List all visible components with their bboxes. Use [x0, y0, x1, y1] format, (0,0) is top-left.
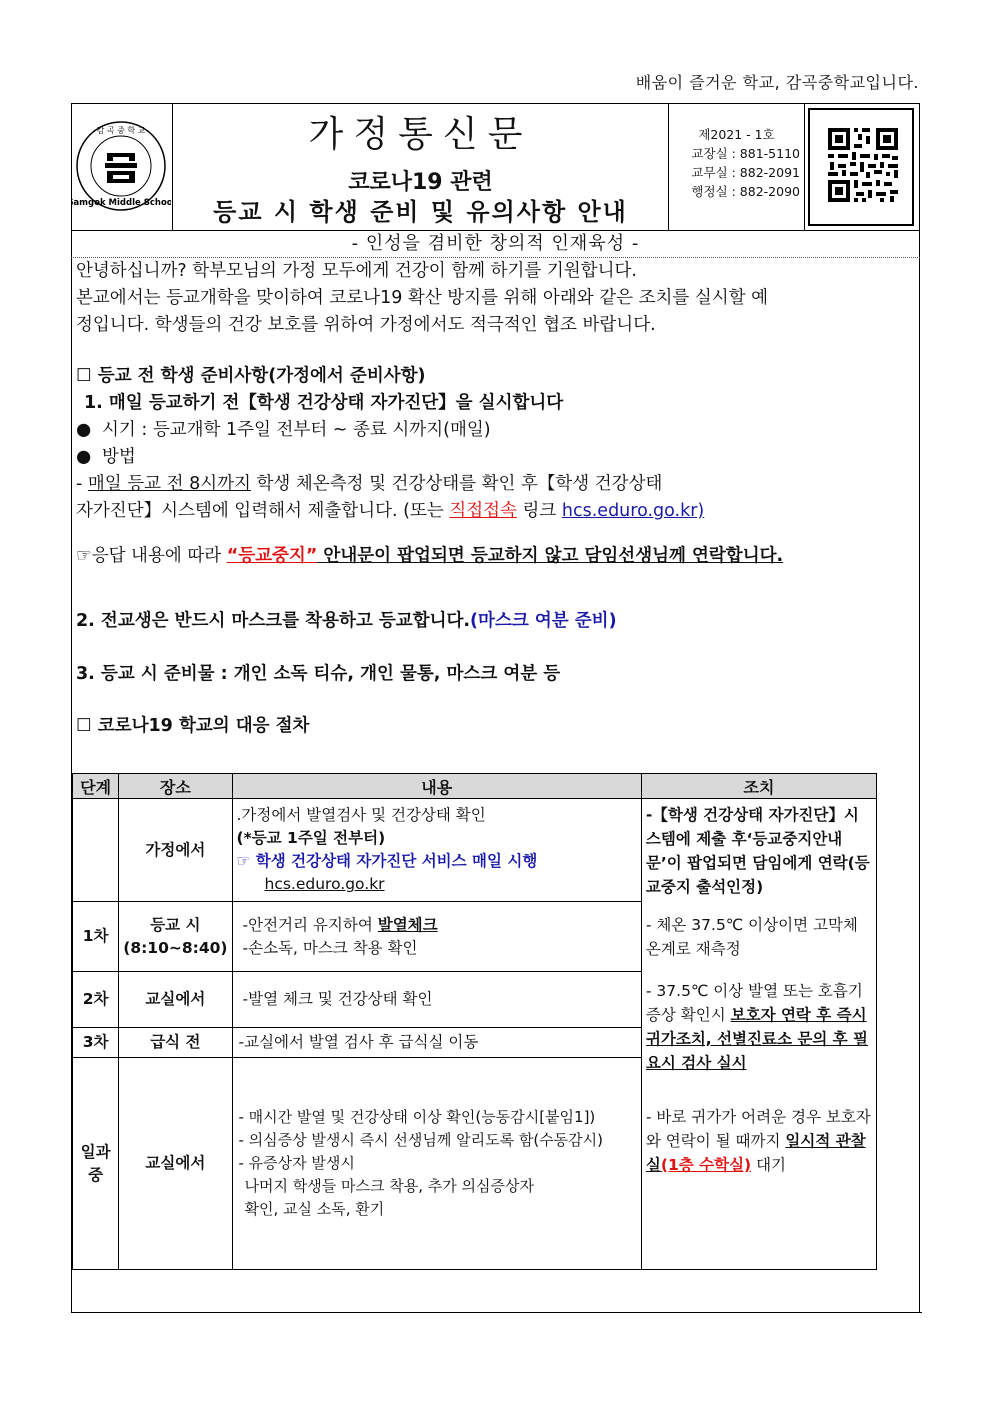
contact-academic: 교무실 : 882-2091 — [691, 165, 800, 180]
content-text: -안전거리 유지하여 — [242, 915, 378, 934]
stage-cell: 1차 — [73, 902, 119, 972]
action-2: - 체온 37.5℃ 이상이면 고막체온계로 재측정 — [645, 916, 858, 958]
section1-item2 — [76, 608, 916, 635]
content-cell — [232, 799, 641, 902]
frame-bottom-line — [71, 1312, 922, 1313]
stage-cell: 3차 — [73, 1028, 119, 1058]
place-cell: 가정에서 — [119, 799, 232, 902]
item2-text: 2. 전교생은 반드시 마스크를 착용하고 등교합니다. — [76, 611, 471, 631]
newsletter-subtitle-1: 코로나19 관련 — [348, 170, 493, 195]
content-line: .가정에서 발열검사 및 건강상태 확인 — [236, 806, 486, 824]
section1-bullet-timing: ● 시기 : 등교개학 1주일 전부터 ~ 종료 시까지(매일) — [76, 420, 491, 440]
section1-bullet-method: ● 방법 — [76, 447, 136, 467]
qr-code-icon[interactable] — [805, 103, 920, 231]
header-place: 장소 — [119, 774, 232, 799]
action-cell — [641, 799, 876, 1270]
newsletter-subtitle-2: 등교 시 학생 준비 및 유의사항 안내 — [213, 198, 628, 226]
content-line: -손소독, 마스크 착용 확인 — [242, 938, 418, 957]
logo-cell — [71, 103, 173, 231]
content-cell: -발열 체크 및 건강상태 확인 — [232, 972, 641, 1028]
action-4-suffix: 대기 — [751, 1156, 787, 1174]
newsletter-title: 가정통신문 — [308, 114, 533, 155]
content-line: - 유증상자 발생시 — [238, 1154, 355, 1172]
content-cell — [232, 902, 641, 972]
action-4 — [646, 1105, 872, 1177]
suspension-notice — [76, 543, 916, 570]
school-motto-top: 배움이 즐거운 학교, 감곡중학교입니다. — [635, 73, 919, 92]
header-action: 조치 — [641, 774, 876, 799]
content-line: - 매시간 발열 및 건강상태 이상 확인(능동감시[붙임1]) — [238, 1108, 596, 1126]
place-cell: 교실에서 — [119, 972, 232, 1028]
svg-text:Gamgok Middle School: Gamgok Middle School — [71, 198, 171, 208]
header-content: 내용 — [232, 774, 641, 799]
table-row — [73, 799, 877, 902]
section1-item3: 3. 등교 시 준비물 : 개인 소독 티슈, 개인 물통, 마스크 여분 등 — [76, 664, 561, 684]
bullet-method-text: 방법 — [102, 447, 136, 467]
stage-cell: 2차 — [73, 972, 119, 1028]
content-line — [243, 914, 637, 937]
content-line: 확인, 교실 소독, 환기 — [244, 1200, 385, 1218]
method-deadline: 매일 등교 전 8시까지 — [87, 474, 251, 494]
method-line2a: 자가진단】시스템에 입력해서 제출합니다. (또는 — [76, 501, 450, 521]
table-header-row — [73, 774, 877, 799]
content-line: - 의심증상 발생시 즉시 선생님께 알리도록 함(수동감시) — [238, 1131, 604, 1149]
place-cell: 등교 시 (8:10~8:40) — [119, 902, 232, 972]
place-cell: 급식 전 — [119, 1028, 232, 1058]
method-prefix: - — [76, 474, 88, 494]
contact-info-cell — [669, 103, 805, 231]
issue-number: 제2021 - 1호 — [698, 127, 775, 142]
notice-rest: 안내문이 팝업되면 등교하지 않고 담임선생님께 연락합니다. — [317, 546, 784, 566]
newsletter-body — [76, 258, 916, 740]
section1-heading: ☐ 등교 전 학생 준비사항(가정에서 준비사항) — [76, 366, 426, 386]
header-stage: 단계 — [73, 774, 119, 799]
stage-cell — [73, 799, 119, 902]
intro-line-1: 안녕하십니까? 학부모님의 가정 모두에게 건강이 함께 하기를 기원합니다. — [76, 261, 637, 281]
school-motto: - 인성을 겸비한 창의적 인재육성 - — [71, 232, 920, 258]
contact-principal: 교장실 : 881-5110 — [691, 146, 800, 161]
section2-heading: ☐ 코로나19 학교의 대응 절차 — [76, 716, 310, 736]
bullet-timing-text: 시기 : 등교개학 1주일 전부터 ~ 종료 시까지(매일) — [102, 420, 491, 440]
method-link-word: 링크 — [516, 501, 562, 521]
suspension-keyword: “등교중지” — [226, 546, 318, 566]
action-1: -【학생 건강상태 자가진단】시스템에 제출 후‘등교중지안내문’이 팝업되면 담임에게 연락(등교중지 출석인정) — [645, 806, 870, 896]
content-line: ☞ 학생 건강상태 자가진단 서비스 매일 시행 — [236, 852, 538, 870]
hcs-url-link[interactable]: hcs.eduro.go.kr) — [561, 501, 705, 521]
content-cell — [232, 1058, 641, 1270]
action-4-room-location: (1층 수학실) — [660, 1156, 752, 1174]
content-cell: -교실에서 발열 검사 후 급식실 이동 — [232, 1028, 641, 1058]
fever-check: 발열체크 — [377, 915, 438, 934]
content-line: (*등교 1주일 전부터) — [236, 829, 386, 847]
intro-line-3: 정입니다. 학생들의 건강 보호를 위하여 가정에서도 적극적인 협조 바랍니다. — [76, 315, 656, 335]
method-line-2 — [76, 498, 916, 525]
svg-text:감 곡 중 학 교: 감 곡 중 학 교 — [96, 126, 146, 135]
place-cell: 교실에서 — [119, 1058, 232, 1270]
title-cell — [173, 103, 669, 231]
newsletter-header — [71, 103, 920, 231]
stage-cell: 일과 중 — [73, 1058, 119, 1270]
school-logo-icon — [71, 103, 171, 229]
notice-prefix: ☞응답 내용에 따라 — [76, 546, 227, 566]
action-3-prefix: - 37.5℃ 이상 발열 또는 호흡기 증상 확인시 — [645, 982, 863, 1024]
item2-mask-note: (마스크 여분 준비) — [470, 611, 617, 631]
action-4-prefix: - 바로 귀가가 어려운 경우 보호자와 연락이 될 때까지 — [645, 1108, 871, 1150]
action-3-emphasis: 보호자 연락 후 즉시 귀가조치, 선별진료소 문의 후 필요시 검사 실시 — [645, 1006, 869, 1072]
intro-line-2: 본교에서는 등교개학을 맞이하여 코로나19 확산 방지를 위해 아래와 같은 조치를 실시할 예 — [76, 288, 769, 308]
hcs-url-table[interactable]: hcs.eduro.go.kr — [264, 875, 385, 893]
response-procedure-table — [72, 773, 877, 1270]
content-line: 나머지 학생들 마스크 착용, 추가 의심증상자 — [244, 1177, 534, 1195]
section1-item1: 1. 매일 등교하기 전【학생 건강상태 자가진단】을 실시합니다 — [84, 393, 564, 413]
action-4-room: 일시적 관찰실 — [645, 1132, 866, 1174]
contact-admin: 행정실 : 882-2090 — [691, 184, 800, 199]
qr-cell — [805, 103, 920, 231]
method-rest: 학생 체온측정 및 건강상태를 확인 후【학생 건강상태 — [250, 474, 663, 494]
action-3 — [646, 979, 872, 1075]
direct-access-link[interactable]: 직접접속 — [449, 501, 517, 521]
method-line-1 — [76, 471, 916, 498]
